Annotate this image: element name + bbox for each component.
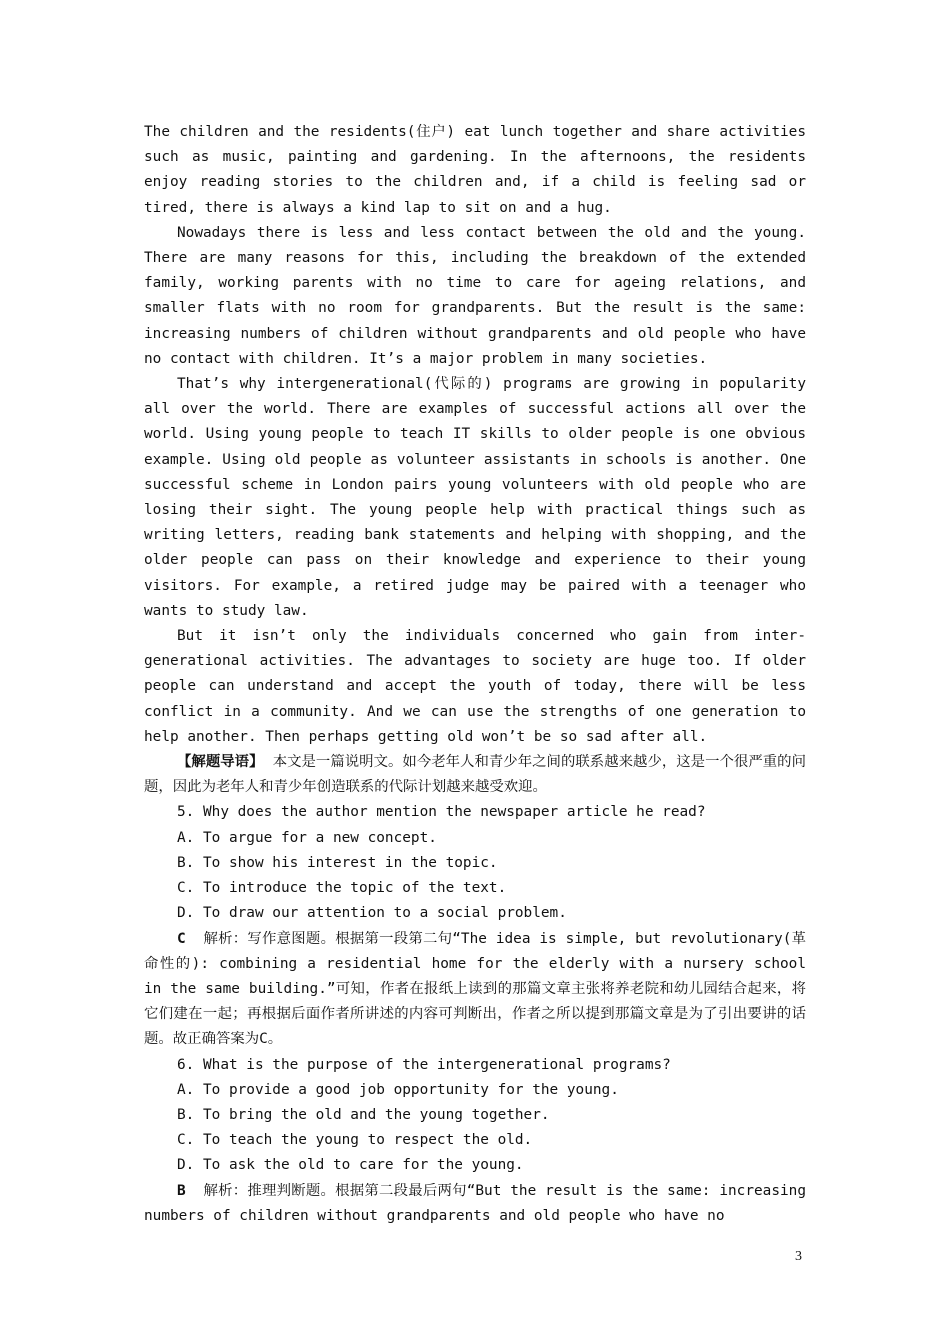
- question-6-option-c: C. To teach the young to respect the old.: [177, 1132, 533, 1149]
- question-5-analysis-text: 解析：写作意图题。根据第一段第二句“The idea is simple, but revolutionary(革命性的): combining a residential home for the elderly with a nursery school in the same building.”可知，作者在报纸上读到的那篇文章主张将养老院和幼儿园结合起来，将它们建在一起；再根据后面作者所讲述的内容可判断出，作者之所以提到那篇文章是为了引出要讲的话题。故正确答案为C。: [144, 930, 807, 1048]
- question-6-option-a: A. To provide a good job opportunity for the young.: [177, 1081, 619, 1098]
- question-5-option-d: D. To draw our attention to a social problem.: [177, 905, 567, 922]
- question-5-option-c: C. To introduce the topic of the text.: [177, 880, 507, 897]
- question-6-analysis-text: 解析：推理判断题。根据第二段最后两句“But the result is the same: increasing numbers of children without grandparents and old people who have no: [144, 1182, 806, 1224]
- solution-guide: [144, 750, 806, 800]
- solution-guide-text: 本文是一篇说明文。如今老年人和青少年之间的联系越来越少，这是一个很严重的问题，因此为老年人和青少年创造联系的代际计划越来越受欢迎。: [144, 754, 806, 796]
- passage-paragraph-4: But it isn’t only the individuals concerned who gain from inter-generational activities. The advantages to society are huge too. If older people can understand and accept the youth of today, there will be less conflict in a community. And we can use the strengths of one generation to help another. Then perhaps getting old won’t be so sad after all.: [144, 628, 806, 745]
- page-number: 3: [795, 1249, 802, 1264]
- question-5-option-b: B. To show his interest in the topic.: [177, 854, 498, 871]
- question-6-option-b: B. To bring the old and the young together.: [177, 1106, 550, 1123]
- solution-guide-label: 【解题导语】: [177, 754, 264, 771]
- question-6-option-d: D. To ask the old to care for the young.: [177, 1157, 524, 1174]
- question-6-analysis: [144, 1179, 806, 1229]
- document-body: [144, 120, 806, 1229]
- question-6-answer: B: [177, 1182, 186, 1199]
- question-6-stem: 6. What is the purpose of the intergenerational programs?: [177, 1056, 671, 1073]
- question-5-answer: C: [177, 930, 186, 947]
- passage-paragraph-1: The children and the residents(住户) eat lunch together and share activities such as music, painting and gardening. In the afternoons, the residents enjoy reading stories to the children and, if a child is feeling sad or tired, there is always a kind lap to sit on and a hug.: [144, 124, 806, 216]
- question-5-option-a: A. To argue for a new concept.: [177, 829, 437, 846]
- question-5-analysis: [144, 927, 806, 1053]
- question-5-stem: 5. Why does the author mention the newspaper article he read?: [177, 804, 706, 821]
- passage-paragraph-3: That’s why intergenerational(代际的) programs are growing in popularity all over the world. There are examples of successful actions all over the world. Using young people to teach IT skills to older people is one obvious example. Using old people as volunteer assistants in schools is another. One successful scheme in London pairs young volunteers with old people who are losing their sight. The young people help with practical things such as writing letters, reading bank statements and helping with shopping, and the older people can pass on their knowledge and experience to their young visitors. For example, a retired judge may be paired with a teenager who wants to study law.: [144, 376, 806, 619]
- passage-paragraph-2: Nowadays there is less and less contact between the old and the young. There are many reasons for this, including the breakdown of the extended family, working parents with no time to care for ageing relations, and smaller flats with no room for grandparents. But the result is the same: increasing numbers of children without grandparents and old people who have no contact with children. It’s a major problem in many societies.: [144, 224, 806, 367]
